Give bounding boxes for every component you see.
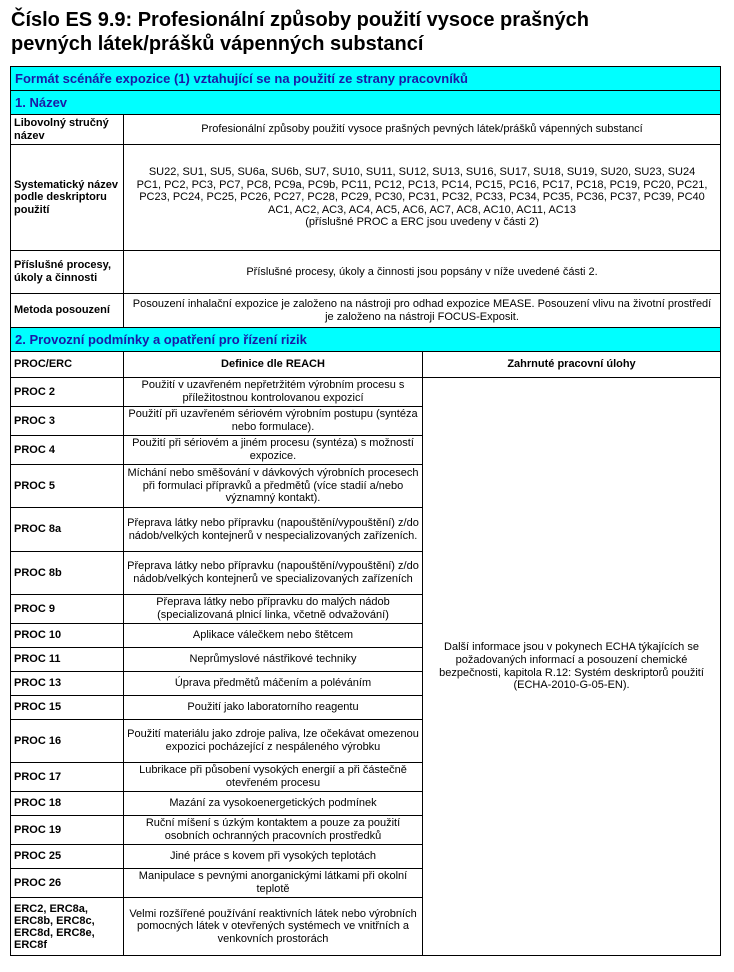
document-title xyxy=(11,8,726,56)
definition-header: Definice dle REACH xyxy=(124,352,423,378)
proc-code: PROC 11 xyxy=(11,648,124,672)
proc-code: PROC 25 xyxy=(11,845,124,869)
section1-heading: 1. Název xyxy=(11,91,721,115)
proc-code: PROC 16 xyxy=(11,720,124,763)
proc-code: PROC 5 xyxy=(11,465,124,508)
proc-code: PROC 19 xyxy=(11,816,124,845)
systematic-name-value xyxy=(124,145,721,251)
proc-definition: Míchání nebo směšování v dávkových výrobních procesech při formulaci přípravků a předmětů (více stadií a/nebo významný kontakt). xyxy=(124,465,423,508)
proc-code: PROC 4 xyxy=(11,436,124,465)
exposure-scenario-table xyxy=(10,66,721,956)
proc-definition: Přeprava látky nebo přípravku (napouštění/vypouštění) z/do nádob/velkých kontejnerů ve specializovaných zařízeních xyxy=(124,552,423,595)
proc-code: PROC 3 xyxy=(11,407,124,436)
method-value: Posouzení inhalační expozice je založeno na nástroji pro odhad expozice MEASE. Posouzení vlivu na životní prostředí je založeno na nástroji FOCUS-Exposit. xyxy=(124,294,721,328)
format-heading: Formát scénáře expozice (1) vztahující se na použití ze strany pracovníků xyxy=(11,67,721,91)
proc-definition: Použití při sériovém a jiném procesu (syntéza) s možností expozice. xyxy=(124,436,423,465)
tasks-description: Další informace jsou v pokynech ECHA týkajících se požadovaných informací a posouzení chemické bezpečnosti, kapitola R.12: Systém deskriptorů použití (ECHA-2010-G-05-EN). xyxy=(423,378,721,956)
erc-definition: Velmi rozšířené používání reaktivních látek nebo výrobních pomocných látek v otevřených systémech ve vnitřních a venkovních prostorách xyxy=(124,898,423,956)
systematic-name-label: Systematický název podle deskriptoru použití xyxy=(11,145,124,251)
proc-definition: Jiné práce s kovem při vysokých teplotách xyxy=(124,845,423,869)
proc-code: PROC 13 xyxy=(11,672,124,696)
title-line-2: pevných látek/prášků vápenných substancí xyxy=(11,33,424,55)
method-row xyxy=(11,294,721,328)
proc-definition: Použití materiálu jako zdroje paliva, lze očekávat omezenou expozici pocházející z nespáleného výrobku xyxy=(124,720,423,763)
proc-definition: Lubrikace při působení vysokých energií a při částečně otevřeném procesu xyxy=(124,763,423,792)
proc-definition: Použití jako laboratorního reagentu xyxy=(124,696,423,720)
proc-code: PROC 8b xyxy=(11,552,124,595)
processes-label: Příslušné procesy, úkoly a činnosti xyxy=(11,251,124,294)
proc-code: PROC 8a xyxy=(11,508,124,552)
su-list: SU22, SU1, SU5, SU6a, SU6b, SU7, SU10, SU11, SU12, SU13, SU16, SU17, SU18, SU19, SU20, SU23, SU24 xyxy=(148,166,696,179)
table-row xyxy=(11,378,721,407)
proc-code: PROC 15 xyxy=(11,696,124,720)
proc-definition: Úprava předmětů máčením a poléváním xyxy=(124,672,423,696)
proc-erc-header: PROC/ERC xyxy=(11,352,124,378)
name-value: Profesionální způsoby použití vysoce prašných pevných látek/prášků vápenných substancí xyxy=(124,115,721,145)
proc-code: PROC 2 xyxy=(11,378,124,407)
name-row xyxy=(11,115,721,145)
proc-definition: Mazání za vysokoenergetických podmínek xyxy=(124,792,423,816)
title-line-1: Číslo ES 9.9: Profesionální způsoby použití vysoce prašných xyxy=(11,9,589,31)
proc-definition: Aplikace válečkem nebo štětcem xyxy=(124,624,423,648)
proc-code: PROC 9 xyxy=(11,595,124,624)
proc-definition: Použití při uzavřeném sériovém výrobním postupu (syntéza nebo formulace). xyxy=(124,407,423,436)
ac-list: AC1, AC2, AC3, AC4, AC5, AC6, AC7, AC8, AC10, AC11, AC13 xyxy=(268,203,576,216)
pc-list: PC1, PC2, PC3, PC7, PC8, PC9a, PC9b, PC11, PC12, PC13, PC14, PC15, PC16, PC17, PC18, PC19, PC20, PC21, PC23, PC24, PC25, PC26, PC27, PC28, PC29, PC30, PC31, PC32, PC33, PC34, PC35, PC36, PC37, PC39, PC40 xyxy=(136,178,708,204)
proc-definition: Ruční míšení s úzkým kontaktem a pouze za použití osobních ochranných pracovních prostředků xyxy=(124,816,423,845)
processes-row xyxy=(11,251,721,294)
proc-code: PROC 18 xyxy=(11,792,124,816)
name-label: Libovolný stručný název xyxy=(11,115,124,145)
proc-definition: Přeprava látky nebo přípravku do malých nádob (specializovaná plnicí linka, včetně odvažování) xyxy=(124,595,423,624)
format-band-row xyxy=(11,67,721,91)
proc-definition: Přeprava látky nebo přípravku (napouštění/vypouštění) z/do nádob/velkých kontejnerů v nespecializovaných zařízeních. xyxy=(124,508,423,552)
erc-codes: ERC2, ERC8a, ERC8b, ERC8c, ERC8d, ERC8e, ERC8f xyxy=(11,898,124,956)
section1-band-row xyxy=(11,91,721,115)
tasks-header: Zahrnuté pracovní úlohy xyxy=(423,352,721,378)
section2-heading: 2. Provozní podmínky a opatření pro řízení rizik xyxy=(11,328,721,352)
method-label: Metoda posouzení xyxy=(11,294,124,328)
proc-code: PROC 10 xyxy=(11,624,124,648)
proc-erc-note: (příslušné PROC a ERC jsou uvedeny v části 2) xyxy=(305,216,539,229)
section2-band-row xyxy=(11,328,721,352)
proc-definition: Neprůmyslové nástřikové techniky xyxy=(124,648,423,672)
proc-definition: Manipulace s pevnými anorganickými látkami při okolní teplotě xyxy=(124,869,423,898)
proc-definition: Použití v uzavřeném nepřetržitém výrobním procesu s příležitostnou kontrolovanou expozicí xyxy=(124,378,423,407)
column-header-row xyxy=(11,352,721,378)
processes-value: Příslušné procesy, úkoly a činnosti jsou popsány v níže uvedené části 2. xyxy=(124,251,721,294)
systematic-name-row xyxy=(11,145,721,251)
proc-code: PROC 26 xyxy=(11,869,124,898)
proc-code: PROC 17 xyxy=(11,763,124,792)
